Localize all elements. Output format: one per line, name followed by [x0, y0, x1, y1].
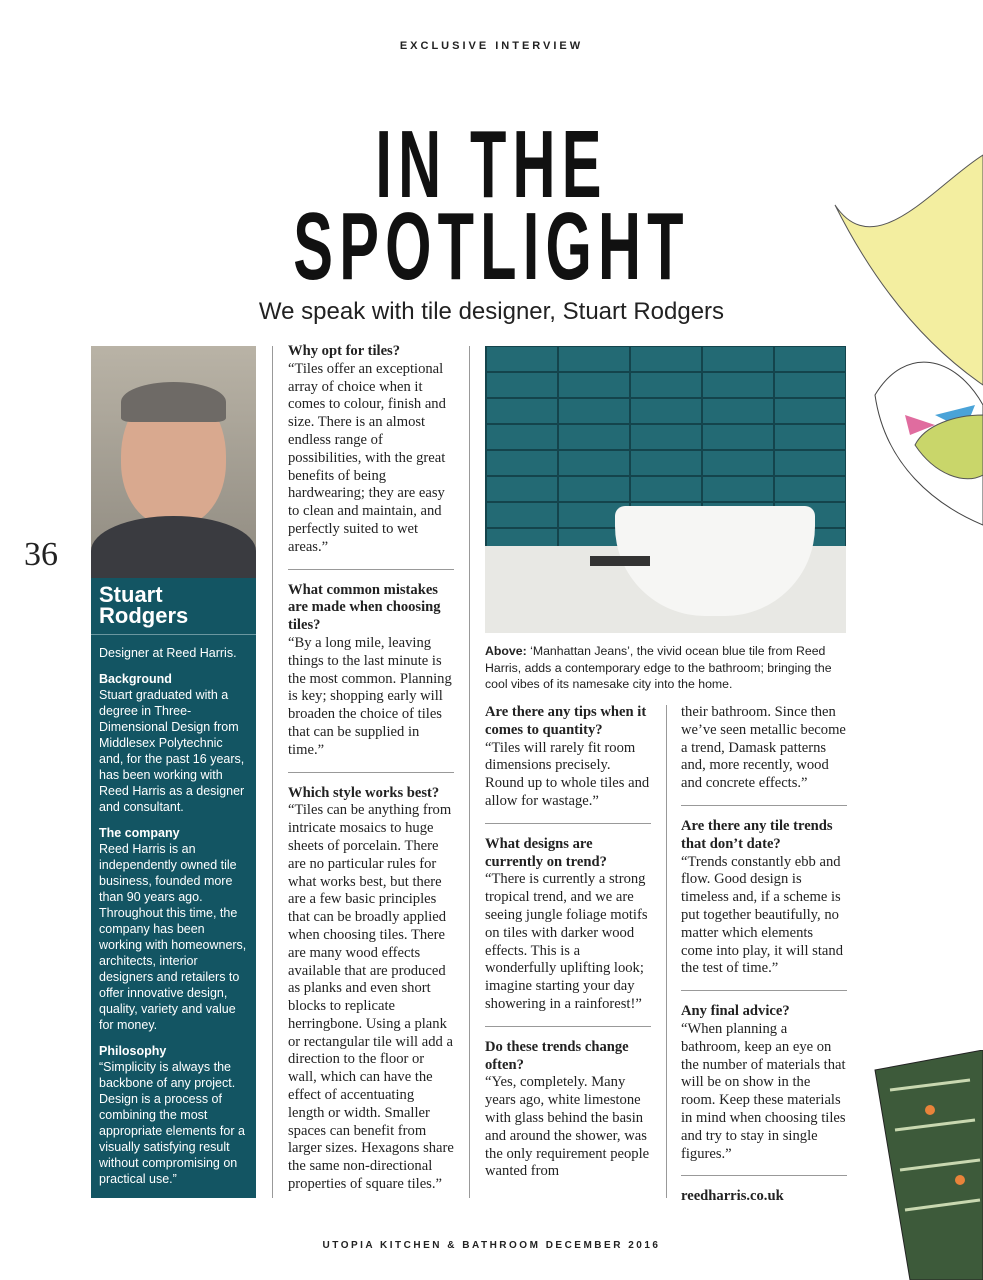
question: Why opt for tiles? — [288, 343, 401, 359]
profile-heading: The company — [99, 826, 180, 840]
question: Do these trends change often? — [485, 1038, 629, 1073]
headline-line-1: IN THE — [375, 111, 608, 218]
portrait-photo — [91, 346, 256, 578]
subtitle: We speak with tile designer, Stuart Rodgers — [258, 298, 725, 325]
answer: “When planning a bathroom, keep an eye on the number of materials that will be on show in the room. Keep these materials in mind when choosing tiles and try to stay in single figures.” — [681, 1020, 846, 1162]
answer: “Tiles will rarely fit room dimensions precisely. Round up to whole tiles and allow for wastage.” — [485, 739, 650, 809]
article-column-3 — [681, 704, 847, 1206]
column-divider — [272, 346, 273, 1198]
answer: “Yes, completely. Many years ago, white limestone with glass behind the basin and around the shower, was the only requirement people wanted from — [485, 1074, 650, 1180]
page-footer: UTOPIA KITCHEN & BATHROOM DECEMBER 2016 — [322, 1240, 661, 1251]
section-kicker: EXCLUSIVE INTERVIEW — [399, 40, 584, 52]
column-divider — [469, 346, 470, 1198]
profile-sidebar — [91, 578, 256, 1198]
profile-role: Designer at Reed Harris. — [99, 646, 237, 660]
answer: “Tiles can be anything from intricate mosaics to huge sheets of porcelain. There are no particular rules for what works best, but there are a few basic principles that can be broadly applied when choosing tiles. There are many wood effects available that are produced as planks and even short blocks to replicate herringbone. Using a plank or rectangular tile will add a direction to the floor or wall, which can have the effect of accentuating length or width. Smaller spaces can benefit from larger sizes. Hexagons share the same non-directional properties of square tiles.” — [288, 802, 454, 1193]
profile-text: Stuart graduated with a degree in Three-Dimensional Design from Middlesex Polytechnic and, for the past 16 years, has been working with Reed Harris as a designer and consultant. — [99, 688, 245, 814]
article-column-2 — [485, 704, 651, 1205]
bathroom-photo — [485, 346, 846, 633]
profile-name: Stuart Rodgers — [91, 584, 256, 635]
profile-heading: Philosophy — [99, 1044, 167, 1058]
headline-line-2: SPOTLIGHT — [293, 193, 690, 300]
question: What designs are currently on trend? — [485, 835, 607, 870]
profile-text: Reed Harris is an independently owned tile business, founded more than 90 years ago. Throughout this time, the company has been working with homeowners, architects, interior designers and retailers to offer innovative design, quality, variety and value for money. — [99, 842, 247, 1032]
page-number: 36 — [24, 536, 58, 573]
caption-text: ‘Manhattan Jeans’, the vivid ocean blue tile from Reed Harris, adds a contemporary edge to the bathroom; bringing the cool vibes of its namesake city into the home. — [485, 644, 832, 691]
question: Which style works best? — [288, 784, 440, 801]
question: Are there any tips when it comes to quantity? — [485, 704, 647, 738]
question: Any final advice? — [681, 1003, 790, 1020]
question: What common mistakes are made when choosing tiles? — [288, 581, 441, 634]
profile-text: “Simplicity is always the backbone of any project. Design is a process of combining the most appropriate elements for a visually satisfying result without compromising on practical use.” — [99, 1060, 245, 1186]
article-column-1 — [288, 343, 454, 1218]
question: Are there any tile trends that don’t date? — [681, 817, 833, 852]
answer: their bathroom. Since then we’ve seen metallic become a trend, Damask patterns and, more recently, wood and concrete effects.” — [681, 704, 846, 792]
caption-lead: Above: — [485, 644, 527, 658]
profile-heading: Background — [99, 672, 172, 686]
answer: “Trends constantly ebb and flow. Good design is timeless and, if a scheme is put together beautifully, no matter which elements come into play, it will stand the test of time.” — [681, 853, 843, 977]
column-divider — [666, 705, 667, 1198]
answer: “There is currently a strong tropical trend, and we are seeing jungle foliage motifs on tiles with darker wood effects. This is a wonderfully uplifting look; imagine starting your day showering in a rainforest!” — [485, 871, 648, 1012]
answer: “Tiles offer an exceptional array of choice when it comes to colour, finish and size. There is an almost endless range of possibilities, with the great benefits of being hardwearing; they are easy to clean and maintain, and perfectly suited to wet areas.” — [288, 360, 446, 555]
website-link[interactable]: reedharris.co.uk — [681, 1188, 784, 1205]
answer: “By a long mile, leaving things to the last minute is the most common. Planning is key; shopping early will broaden the choice of tiles that can be supplied in time.” — [288, 634, 452, 758]
photo-caption — [485, 643, 855, 693]
